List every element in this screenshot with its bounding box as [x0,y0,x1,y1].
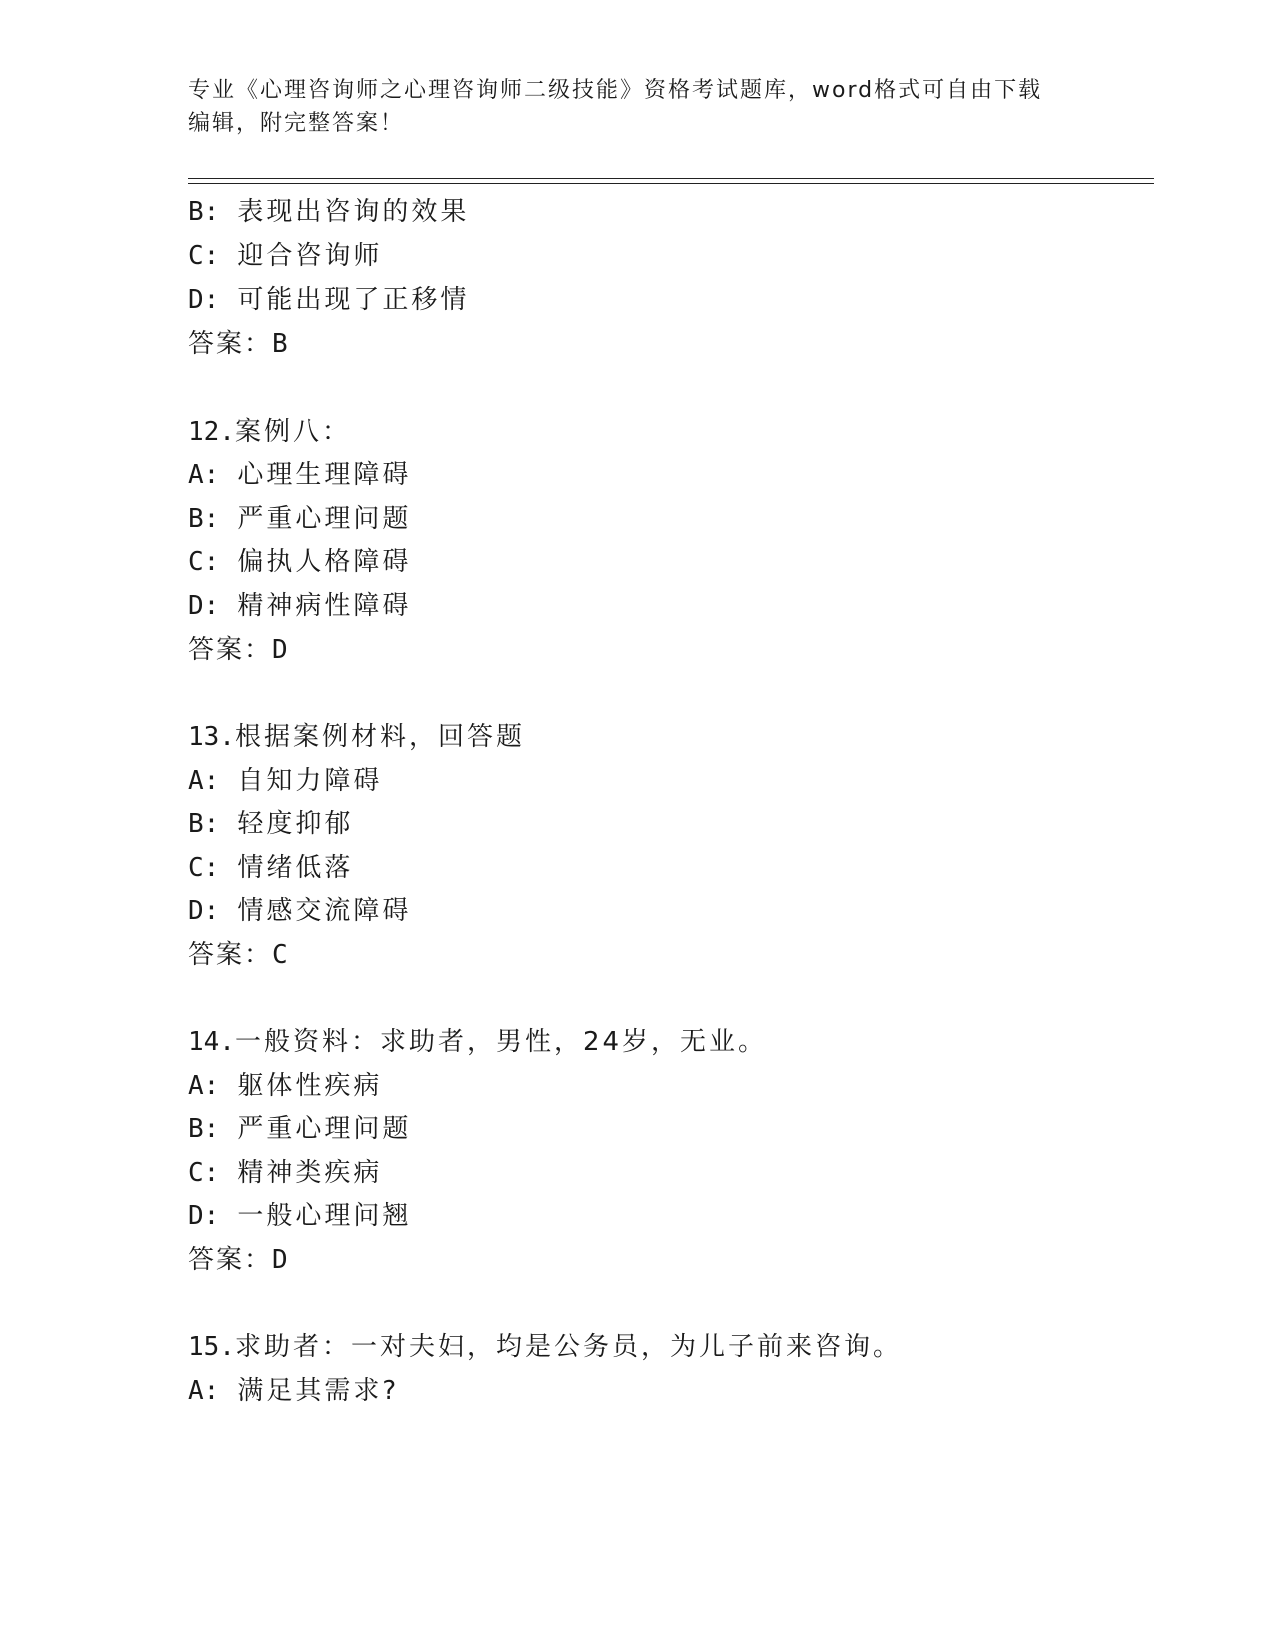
option-line [188,1375,399,1407]
option-line [188,240,382,272]
option-text: 情绪低落 [237,853,354,883]
option-key: C: [188,853,220,883]
question-number: 15. [188,1332,235,1362]
answer-line [188,939,290,971]
option-key: A: [188,1376,220,1406]
question-number: 13. [188,722,235,752]
option-key: B: [188,809,220,839]
option-line [188,852,353,884]
option-key: B: [188,504,220,534]
question-text: 一般资料：求助者，男性，24岁，无业。 [234,1027,768,1057]
option-text: 精神类疾病 [237,1158,383,1188]
question-number: 14. [188,1027,235,1057]
option-key: D: [188,896,220,926]
answer-value: C [272,940,290,970]
option-line [188,808,353,840]
option-text: 心理生理障碍 [237,460,412,490]
answer-value: D [272,635,290,665]
question-text: 求助者：一对夫妇，均是公务员，为儿子前来咨询。 [234,1332,902,1362]
option-text: 精神病性障碍 [237,591,412,621]
header-line-1: 专业《心理咨询师之心理咨询师二级技能》资格考试题库，word格式可自由下载 [188,78,1043,103]
header-line-2: 编辑，附完整答案！ [188,111,405,136]
option-key: D: [188,1201,220,1231]
answer-line [188,634,290,666]
answer-label: 答案： [188,1245,273,1275]
option-text: 可能出现了正移情 [237,285,470,315]
option-line [188,546,411,578]
question-line [188,416,351,448]
option-line [188,459,411,491]
answer-line [188,328,290,360]
question-line [188,1026,767,1058]
option-key: A: [188,1071,220,1101]
option-text: 偏执人格障碍 [237,547,412,577]
option-line [188,196,469,228]
option-text: 严重心理问题 [237,1114,412,1144]
option-key: C: [188,241,220,271]
question-text: 案例八： [234,417,351,447]
header-divider-top [188,178,1154,179]
option-text: 严重心理问题 [237,504,412,534]
option-text: 迎合咨询师 [237,241,383,271]
answer-value: D [272,1245,290,1275]
option-text: 躯体性疾病 [237,1071,383,1101]
answer-label: 答案： [188,635,273,665]
answer-label: 答案： [188,940,273,970]
option-line [188,1113,411,1145]
option-text: 表现出咨询的效果 [237,197,470,227]
option-line [188,765,382,797]
question-line [188,721,525,753]
option-line [188,1157,382,1189]
option-key: B: [188,197,220,227]
option-line [188,503,411,535]
option-line [188,284,469,316]
option-key: D: [188,591,220,621]
option-text: 满足其需求? [237,1376,400,1406]
option-key: A: [188,460,220,490]
option-line [188,1070,382,1102]
option-text: 轻度抑郁 [237,809,354,839]
option-key: D: [188,285,220,315]
option-key: B: [188,1114,220,1144]
option-line [188,895,411,927]
option-text: 一般心理问翘 [237,1201,412,1231]
question-text: 根据案例材料，回答题 [234,722,525,752]
option-text: 自知力障碍 [237,766,383,796]
header-divider-bottom [188,183,1154,184]
option-key: C: [188,1158,220,1188]
answer-line [188,1244,290,1276]
option-line [188,590,411,622]
document-header [188,74,1068,140]
option-line [188,1200,411,1232]
option-key: C: [188,547,220,577]
option-key: A: [188,766,220,796]
question-number: 12. [188,417,235,447]
answer-label: 答案： [188,329,273,359]
answer-value: B [272,329,290,359]
option-text: 情感交流障碍 [237,896,412,926]
question-line [188,1331,902,1363]
